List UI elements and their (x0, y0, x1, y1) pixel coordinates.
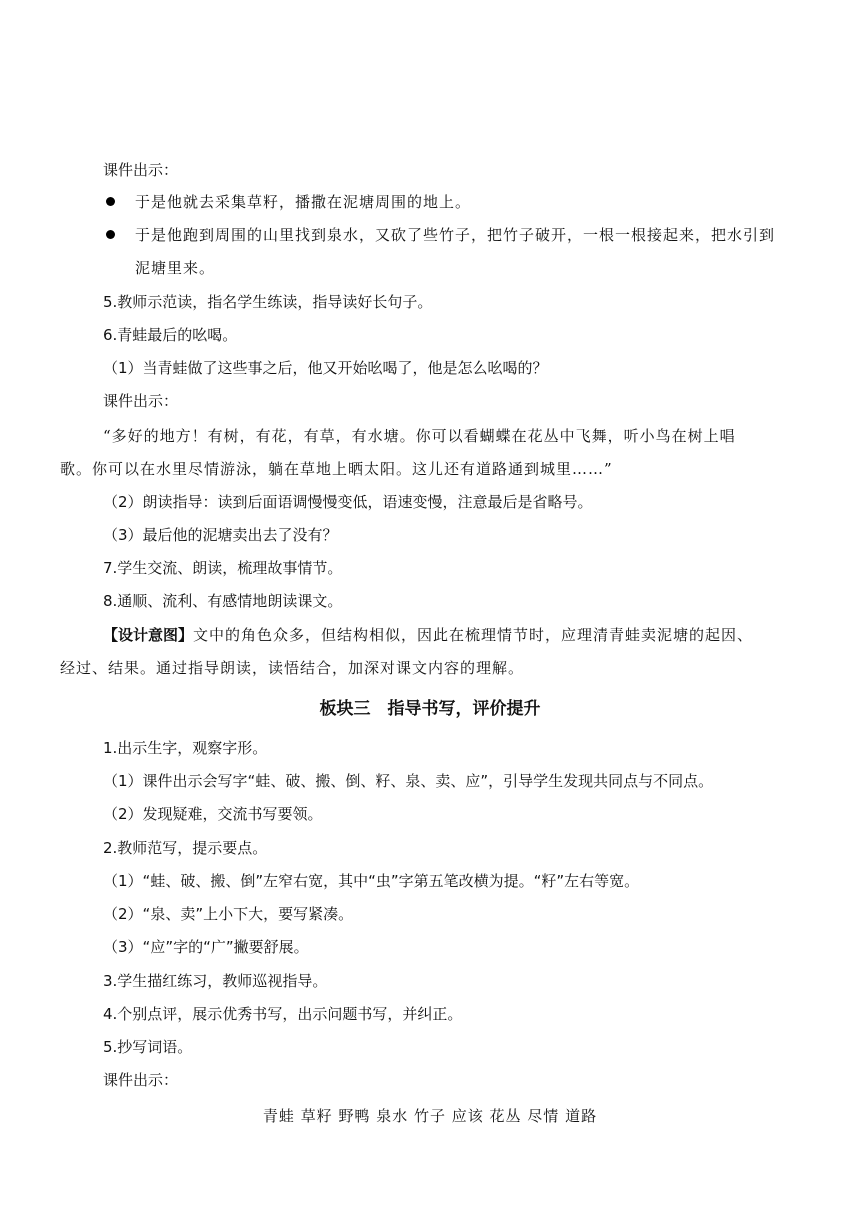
quote-line: 歌。你可以在水里尽情游泳，躺在草地上晒太阳。这儿还有道路通到城里……” (60, 460, 613, 478)
section-heading: 板块三 指导书写，评价提升 (319, 699, 541, 719)
courseware-label: 课件出示： (103, 161, 179, 179)
bullet-item-continuation: 泥塘里来。 (135, 259, 216, 277)
design-intent-continuation: 经过、结果。通过指导朗读，读悟结合，加深对课文内容的理解。 (60, 659, 525, 677)
step-paragraph: 8.通顺、流利、有感情地朗读课文。 (103, 592, 343, 610)
step-paragraph: 4.个别点评，展示优秀书写，出示问题书写，并纠正。 (103, 1005, 463, 1023)
design-intent-text: 文中的角色众多，但结构相似，因此在梳理情节时，应理清青蛙卖泥塘的起因、 (193, 626, 754, 644)
sub-step-paragraph: （1）课件出示会写字“蛙、破、搬、倒、籽、泉、卖、应”，引导学生发现共同点与不同点。 (103, 772, 714, 790)
sub-step-paragraph: （2）“泉、卖”上小下大，要写紧凑。 (103, 905, 354, 923)
design-intent-tag: 【设计意图】 (103, 626, 194, 644)
sub-step-paragraph: （3）最后他的泥塘卖出去了没有？ (103, 526, 338, 544)
step-paragraph: 5.抄写词语。 (103, 1038, 193, 1056)
sub-step-paragraph: （1）“蛙、破、搬、倒”左窄右宽，其中“虫”字第五笔改横为提。“籽”左右等宽。 (103, 872, 640, 890)
quote-line: “多好的地方！有树，有花，有草，有水塘。你可以看蝴蝶在花丛中飞舞，听小鸟在树上唱 (103, 427, 736, 445)
bullet-dot (106, 197, 115, 206)
step-paragraph: 1.出示生字，观察字形。 (103, 739, 268, 757)
sub-step-paragraph: （2）朗读指导：读到后面语调慢慢变低，语速变慢，注意最后是省略号。 (103, 493, 593, 511)
courseware-label: 课件出示： (103, 1071, 179, 1089)
sub-step-paragraph: （3）“应”字的“广”撇要舒展。 (103, 938, 309, 956)
word-list: 青蛙 草籽 野鸭 泉水 竹子 应该 花丛 尽情 道路 (262, 1107, 598, 1125)
step-paragraph: 6.青蛙最后的吆喝。 (103, 326, 238, 344)
bullet-dot (106, 230, 115, 239)
bullet-item: 于是他就去采集草籽，播撒在泥塘周围的地上。 (135, 193, 472, 211)
step-paragraph: 2.教师范写，提示要点。 (103, 839, 268, 857)
bullet-item: 于是他跑到周围的山里找到泉水，又砍了些竹子，把竹子破开，一根一根接起来，把水引到 (135, 226, 776, 244)
courseware-label: 课件出示： (103, 392, 179, 410)
step-paragraph: 3.学生描红练习，教师巡视指导。 (103, 972, 328, 990)
sub-step-paragraph: （2）发现疑难，交流书写要领。 (103, 805, 323, 823)
design-intent-paragraph (103, 625, 753, 645)
step-paragraph: 7.学生交流、朗读，梳理故事情节。 (103, 559, 343, 577)
sub-step-paragraph: （1）当青蛙做了这些事之后，他又开始吆喝了，他是怎么吆喝的？ (103, 359, 548, 377)
step-paragraph: 5.教师示范读，指名学生练读，指导读好长句子。 (103, 293, 433, 311)
